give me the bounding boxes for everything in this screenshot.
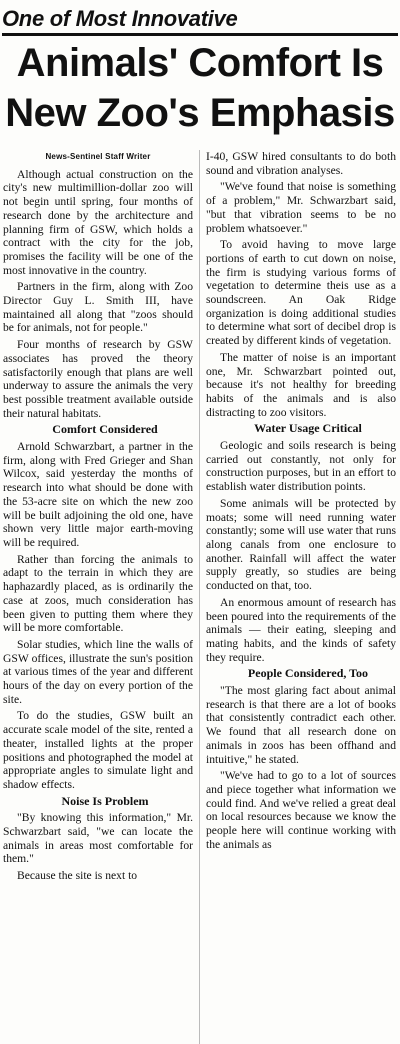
paragraph: Four months of research by GSW associates has proved the theory satisfactorily enough that plans are well underway to assure the animals the very best possible treatment available outside their natural habitats.: [3, 338, 193, 420]
main-headline: [0, 38, 400, 146]
paragraph: To do the studies, GSW built an accurate scale model of the site, rented a theater, installed lights at the proper positions and photographed the model at appropriate angles to simulate light and shadow effects.: [3, 709, 193, 791]
article-column-right: [206, 150, 396, 1044]
paragraph: "By knowing this information," Mr. Schwarzbart said, "we can locate the animals in areas most comfortable for them.": [3, 811, 193, 866]
headline-line-1: Animals' Comfort Is: [16, 41, 384, 85]
paragraph: "The most glaring fact about animal research is that there are a lot of books that consistently contradict each other. We found that all research done on animals in zoos has been offhand and intuitive," he stated.: [206, 684, 396, 766]
byline: News-Sentinel Staff Writer: [45, 152, 151, 161]
paragraph: Solar studies, which line the walls of GSW offices, illustrate the sun's position at various times of the year and different hours of the day on every portion of the site.: [3, 637, 193, 706]
paragraph: I-40, GSW hired consultants to do both sound and vibration analyses.: [206, 150, 396, 177]
subhead-comfort: Comfort Considered: [52, 422, 158, 437]
paragraph: Although actual construction on the city's new multimillion-dollar zoo will not begin until spring, four months of research done by the architecture and planning firm of GSW, which holds a contract with the city for the job, promises the facility will be one of the most innovative in the country.: [3, 167, 193, 277]
paragraph: Geologic and soils research is being carried out constantly, not only for construction purposes, but in an effort to establish water distribution points.: [206, 439, 396, 494]
article-column-left: [3, 148, 193, 1044]
paragraph: Because the site is next to: [17, 869, 138, 883]
kicker-rule: [2, 33, 398, 36]
paragraph: Arnold Schwarzbart, a partner in the firm, along with Fred Grieger and Shan Wilcox, said yesterday the months of research into what should be done with the 53-acre site on which the new zoo will be built adjoining the old one, have shown very little major earth-moving will be required.: [3, 440, 193, 549]
paragraph: Some animals will be protected by moats; some will need running water constantly; some will use water that runs along canals from one enclosure to another. Rainfall will affect the water supply greatly, so studies are being conducted on that, too.: [206, 496, 396, 593]
paragraph: "We've had to go to a lot of sources and piece together what information we could find. And we've relied a great deal on local resources because we know the people here will continue working with the animals as: [206, 769, 396, 851]
paragraph: Partners in the firm, along with Zoo Director Guy L. Smith III, have maintained all along that "zoos should be for animals, not for people.": [3, 280, 193, 335]
column-divider: [199, 150, 200, 1044]
headline-line-2: New Zoo's Emphasis: [5, 91, 395, 135]
kicker-headline: One of Most Innovative: [2, 6, 238, 31]
subhead-noise: Noise Is Problem: [61, 793, 149, 808]
paragraph: The matter of noise is an important one, Mr. Schwarzbart pointed out, because it's not healthy for breeding habits of the animals and is also distracting to zoo visitors.: [206, 350, 396, 419]
subhead-people: People Considered, Too: [247, 666, 369, 681]
paragraph: An enormous amount of research has been poured into the requirements of the animals — their eating, sleeping and mating habits, and the kinds of safety they require.: [206, 595, 396, 664]
paragraph: Rather than forcing the animals to adapt to the terrain in which they are haphazardly placed, as is ordinarily the case at zoos, much consideration has been given to putting them where they will be more comfortable.: [3, 552, 193, 635]
paragraph: "We've found that noise is something of a problem," Mr. Schwarzbart said, "but that vibration seems to be no problem whatsoever.": [206, 180, 396, 235]
subhead-water: Water Usage Critical: [254, 421, 362, 436]
paragraph: To avoid having to move large portions of earth to cut down on noise, the firm is studying various forms of vegetation to determine theis use as a soundscreen. An Oak Ridge organization is doing additional studies to determine what sort of decibel drop is created by different kinds of vegetation.: [206, 238, 396, 348]
